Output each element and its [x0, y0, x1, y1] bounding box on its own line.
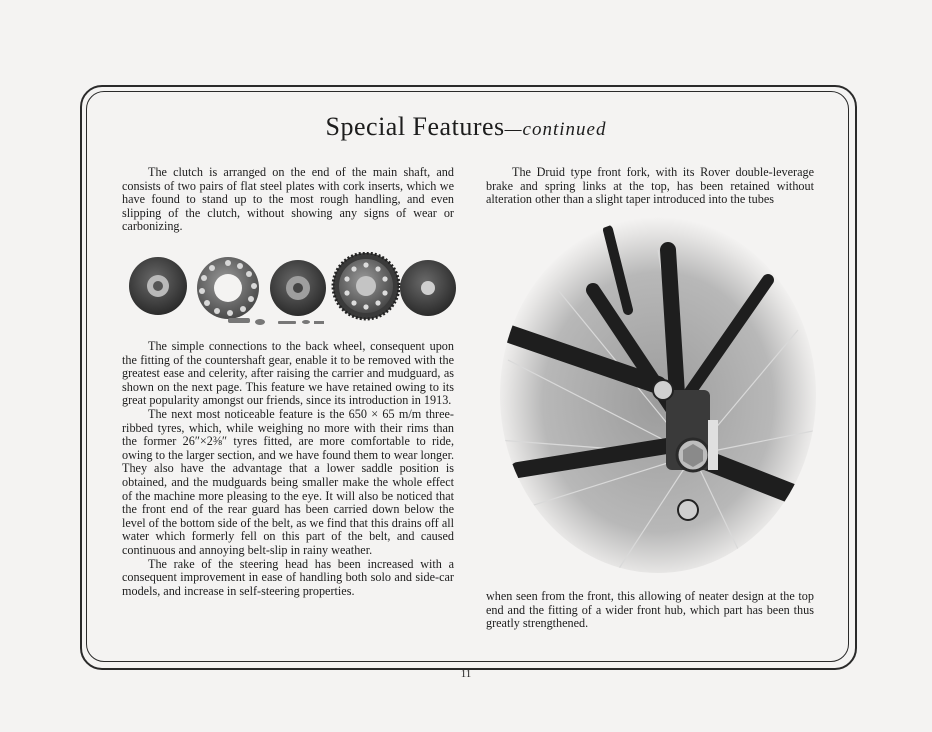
title-main: Special Features	[325, 112, 505, 141]
fork-paragraph-top: The Druid type front fork, with its Rover double-leverage brake and spring links at the top, has been retained without alteration other than a slight taper introduced into the tubes	[486, 165, 814, 207]
page-title	[0, 112, 932, 142]
fork-paragraph-bottom: when seen from the front, this allowing of neater design at the top end and the fitting of a wider front hub, which part has been thus greatly strengthened.	[486, 589, 814, 631]
left-column-body: The simple connections to the back wheel, consequent upon the fitting of the countershaft gear, enable it to be removed with the greatest ease and celerity, after raising the carrier and mudguard, as shown on the next page. This feature we have retained owing to its great popularity amongst our friends, since its introduction in 1913. The next most noticeable feature is the 650 × 65 m/m three-ribbed tyres, which, while weighing no more with their rims than the former 26″×2⅜″ tyres fitted, are more comfortable to ride, owing to the larger section, and we have found them to wear longer. They also have the advantage that a lower saddle position is obtained, and the mudguards being smaller make the whole effect of the machine more pleasing to the eye. It will also be noticed that the front end of the rear guard has been carried down below the level of the bottom side of the belt, as we find that this drains off all water which formerly fell on this part of the belt, and caused continuous and annoying belt-slip in rainy weather. The rake of the steering head has been increased with a consequent improvement in ease of handling both solo and side-car models, and increase in self-steering properties.	[122, 339, 454, 598]
page-number: 11	[460, 668, 472, 680]
clutch-plates-image	[128, 252, 458, 332]
clutch-paragraph: The clutch is arranged on the end of the main shaft, and consists of two pairs of flat steel plates with cork inserts, which we have found to stand up to the most rough handling, and even slipping of the clutch, without showing any signs of wear or carbonizing.	[122, 165, 454, 234]
front-fork-photo	[498, 210, 818, 574]
title-continued: —continued	[504, 119, 607, 140]
